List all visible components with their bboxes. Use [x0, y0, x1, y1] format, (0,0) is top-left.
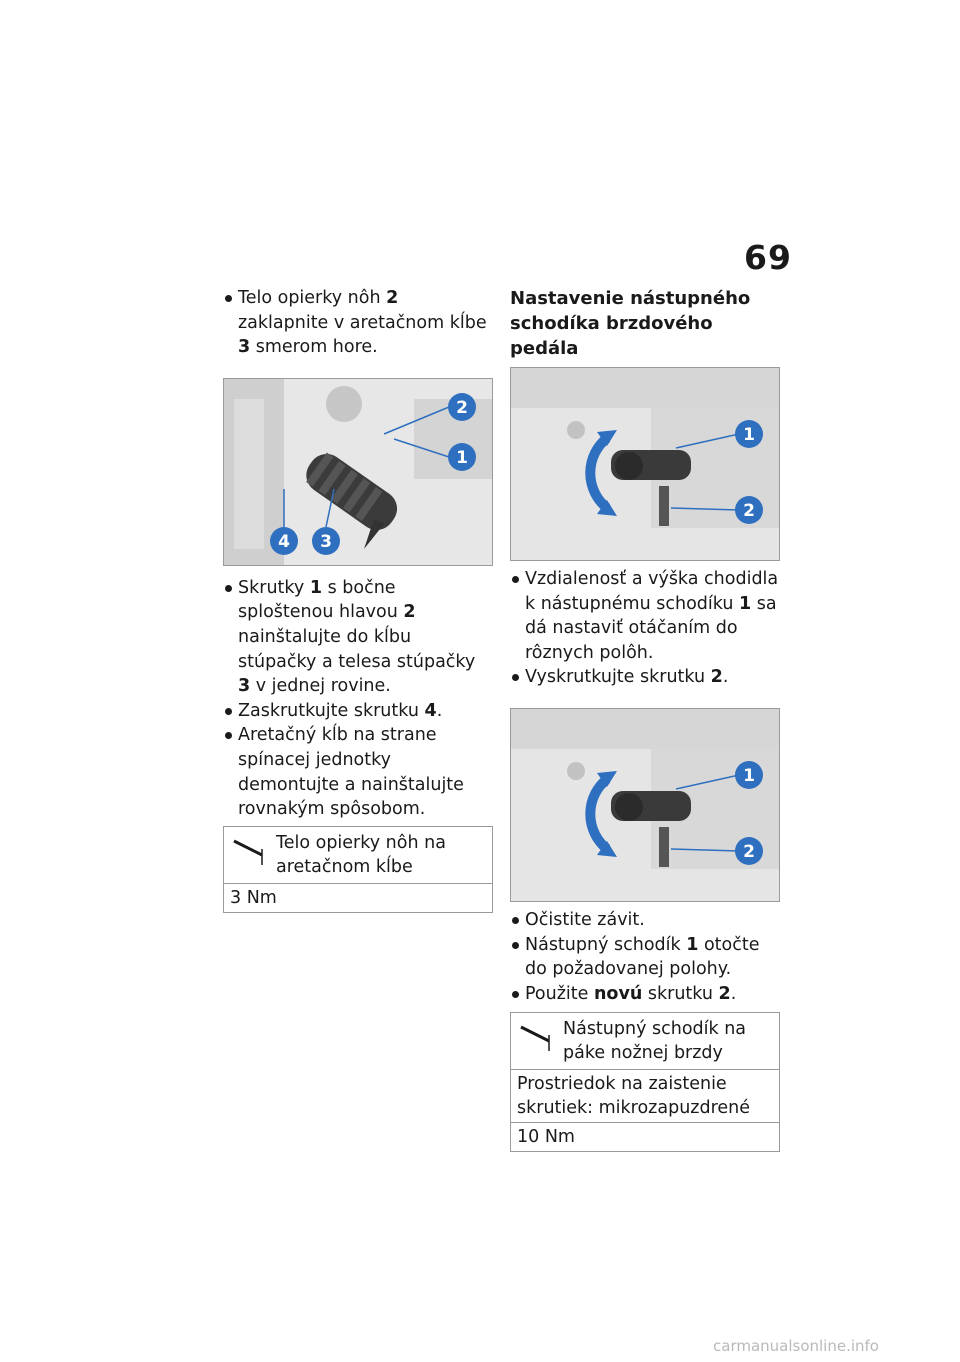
bullet-item: Očistite závit. [510, 908, 780, 933]
right-column [510, 286, 780, 1152]
callout-1 [448, 443, 476, 471]
svg-text:1: 1 [456, 447, 468, 468]
brake-pedal-illustration-2 [510, 708, 780, 902]
spec-value: 10 Nm [517, 1127, 575, 1148]
callout-3 [312, 527, 340, 555]
bullet-item: Aretačný kĺb na strane spínacej jednotky demontujte a nainštalujte rovnakým spôsobom. [223, 723, 493, 821]
svg-text:1: 1 [743, 765, 755, 786]
brake-pedal-illustration-1 [510, 367, 780, 561]
spec-title: Telo opierky nôh na aretačnom kĺbe [276, 832, 446, 877]
callout-4 [270, 527, 298, 555]
spec-title: Nástupný schodík na páke nožnej brzdy [563, 1019, 747, 1064]
bullet-item: Použite novú skrutku 2. [510, 982, 780, 1007]
svg-text:2: 2 [743, 501, 755, 521]
section-heading: Nastavenie nástupného schodíka brzdového pedála [510, 288, 751, 359]
callout-2 [735, 496, 763, 524]
spec-value: 3 Nm [230, 887, 277, 908]
svg-text:2: 2 [456, 397, 468, 418]
torque-wrench-icon [517, 1019, 557, 1053]
bullet-item: Zaskrutkujte skrutku 4. [223, 699, 493, 724]
svg-text:4: 4 [278, 531, 290, 552]
torque-spec-box [510, 1012, 780, 1152]
torque-spec-box [223, 826, 493, 913]
svg-text:2: 2 [743, 841, 755, 862]
watermark: carmanualsonline.info [713, 1337, 879, 1355]
torque-wrench-icon [230, 833, 270, 867]
bullet-item: Vzdialenosť a výška chodidla k nástupnému schodíku 1 sa dá nastaviť otáčaním do rôznych polôh. [510, 567, 780, 665]
left-column [223, 286, 493, 913]
footrest-illustration [223, 378, 493, 566]
spec-threadlock: Prostriedok na zaistenie skrutiek: mikrozapuzdrené [511, 1070, 779, 1123]
callout-2 [735, 837, 763, 865]
page-number: 69 [744, 238, 792, 277]
callout-1 [735, 420, 763, 448]
callout-1 [735, 761, 763, 789]
bullet-item: Telo opierky nôh 2 zaklapnite v aretačnom kĺbe 3 smerom hore. [223, 286, 493, 360]
bullet-item: Vyskrutkujte skrutku 2. [510, 665, 780, 690]
bullet-item: Nástupný schodík 1 otočte do požadovanej polohy. [510, 933, 780, 982]
svg-text:1: 1 [743, 425, 755, 445]
callout-2 [448, 393, 476, 421]
bullet-item: Skrutky 1 s bočne sploštenou hlavou 2 nainštalujte do kĺbu stúpačky a telesa stúpačky 3 v jednej rovine. [223, 576, 493, 699]
svg-text:3: 3 [320, 531, 332, 552]
